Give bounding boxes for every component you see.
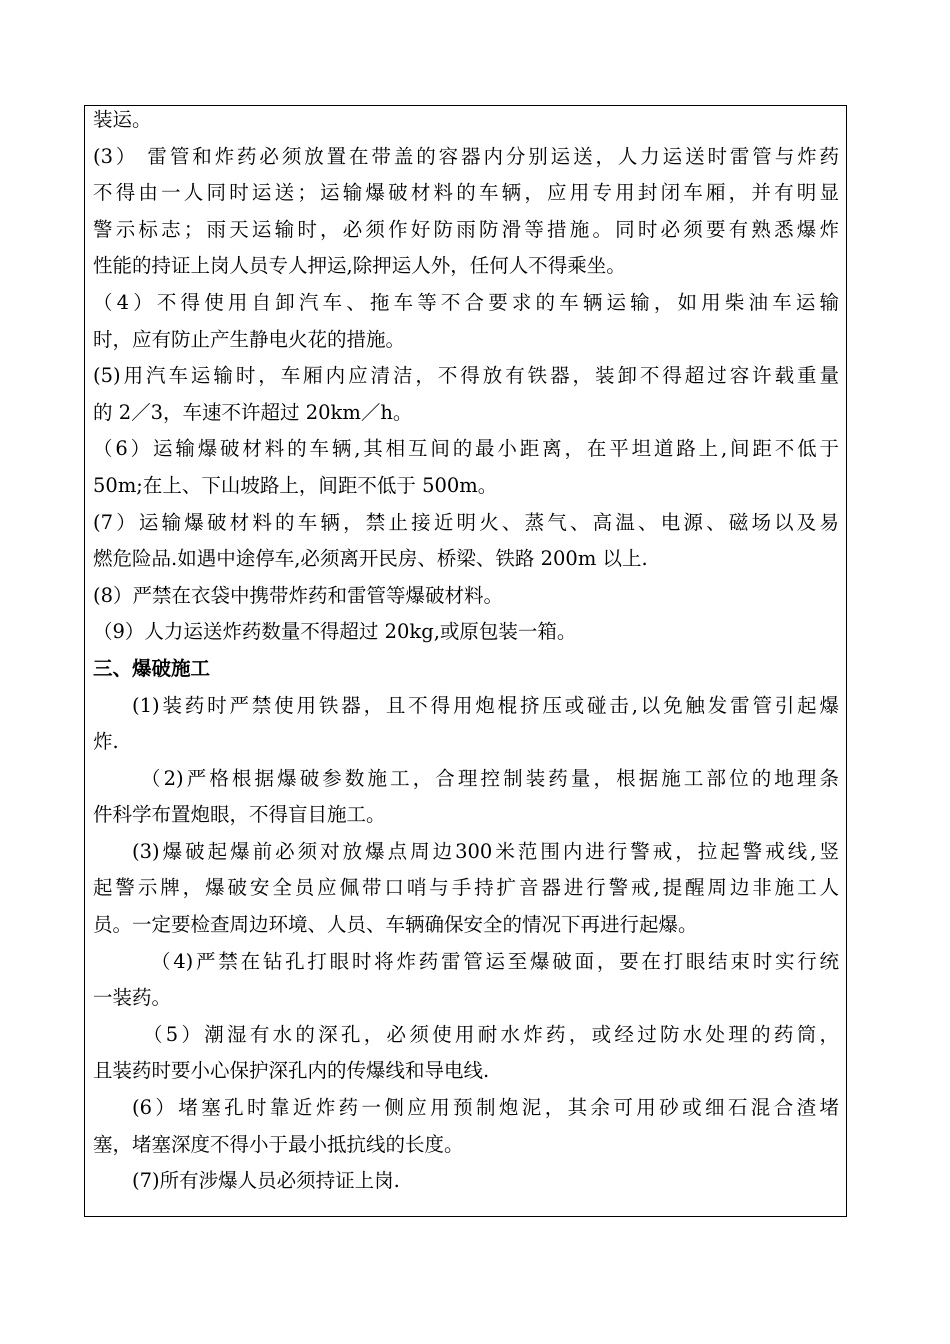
text-line: （5）潮湿有水的深孔，必须使用耐水炸药，或经过防水处理的药筒， [143, 1022, 839, 1046]
text-line: 50m;在上、下山坡路上，间距不低于 500m。 [93, 473, 498, 497]
text-line: （6）运输爆破材料的车辆,其相互间的最小距离，在平坦道路上,间距不低于 [93, 437, 839, 461]
text-line: 性能的持证上岗人员专人押运,除押运人外，任何人不得乘坐。 [93, 254, 626, 278]
text-line: 件科学布置炮眼，不得盲目施工。 [93, 803, 386, 827]
text-line: 起警示牌，爆破安全员应佩带口哨与手持扩音器进行警戒,提醒周边非施工人 [93, 876, 839, 900]
text-line: 塞，堵塞深度不得小于最小抵抗线的长度。 [93, 1132, 464, 1156]
text-line: (3） 雷管和炸药必须放置在带盖的容器内分别运送，人力运送时雷管与炸药 [93, 144, 839, 168]
text-line: 装运。 [93, 108, 152, 131]
text-line: 时，应有防止产生静电火花的措施。 [93, 327, 406, 351]
text-line: 的 2／3，车速不许超过 20km／h。 [93, 400, 413, 424]
text-line: (5)用汽车运输时，车厢内应清洁，不得放有铁器，装卸不得超过容许载重量 [93, 364, 839, 388]
text-line: 燃危险品.如遇中途停车,必须离开民房、桥梁、铁路 200m 以上. [93, 547, 648, 571]
text-line: (1)装药时严禁使用铁器，且不得用炮棍挤压或碰击,以免触发雷管引起爆 [132, 693, 839, 717]
text-line: (8）严禁在衣袋中携带炸药和雷管等爆破材料。 [93, 583, 504, 607]
text-line: （4）不得使用自卸汽车、拖车等不合要求的车辆运输，如用柴油车运输 [93, 290, 839, 314]
text-line: 员。一定要检查周边环境、人员、车辆确保安全的情况下再进行起爆。 [93, 913, 698, 937]
text-line: 不得由一人同时运送；运输爆破材料的车辆，应用专用封闭车厢，并有明显 [93, 181, 839, 205]
section-heading: 三、爆破施工 [93, 656, 211, 680]
text-line: 炸. [93, 730, 119, 754]
text-line: （2)严格根据爆破参数施工，合理控制装药量，根据施工部位的地理条 [141, 766, 839, 790]
document-body [93, 102, 839, 1200]
text-line: (7）运输爆破材料的车辆，禁止接近明火、蒸气、高温、电源、磁场以及易 [93, 510, 839, 534]
text-line: 警示标志；雨天运输时，必须作好防雨防滑等措施。同时必须要有熟悉爆炸 [93, 217, 839, 241]
text-line: （9）人力运送炸药数量不得超过 20kg,或原包装一箱。 [93, 620, 577, 644]
text-line: (3)爆破起爆前必须对放爆点周边300米范围内进行警戒，拉起警戒线,竖 [132, 839, 839, 863]
text-line: 一装药。 [93, 986, 172, 1010]
text-line: （4)严禁在钻孔打眼时将炸药雷管运至爆破面，要在打眼结束时实行统 [151, 949, 839, 973]
text-line: 且装药时要小心保护深孔内的传爆线和导电线. [93, 1059, 490, 1083]
text-line: (7)所有涉爆人员必须持证上岗. [132, 1169, 400, 1193]
text-line: (6）堵塞孔时靠近炸药一侧应用预制炮泥，其余可用砂或细石混合渣堵 [132, 1096, 839, 1120]
